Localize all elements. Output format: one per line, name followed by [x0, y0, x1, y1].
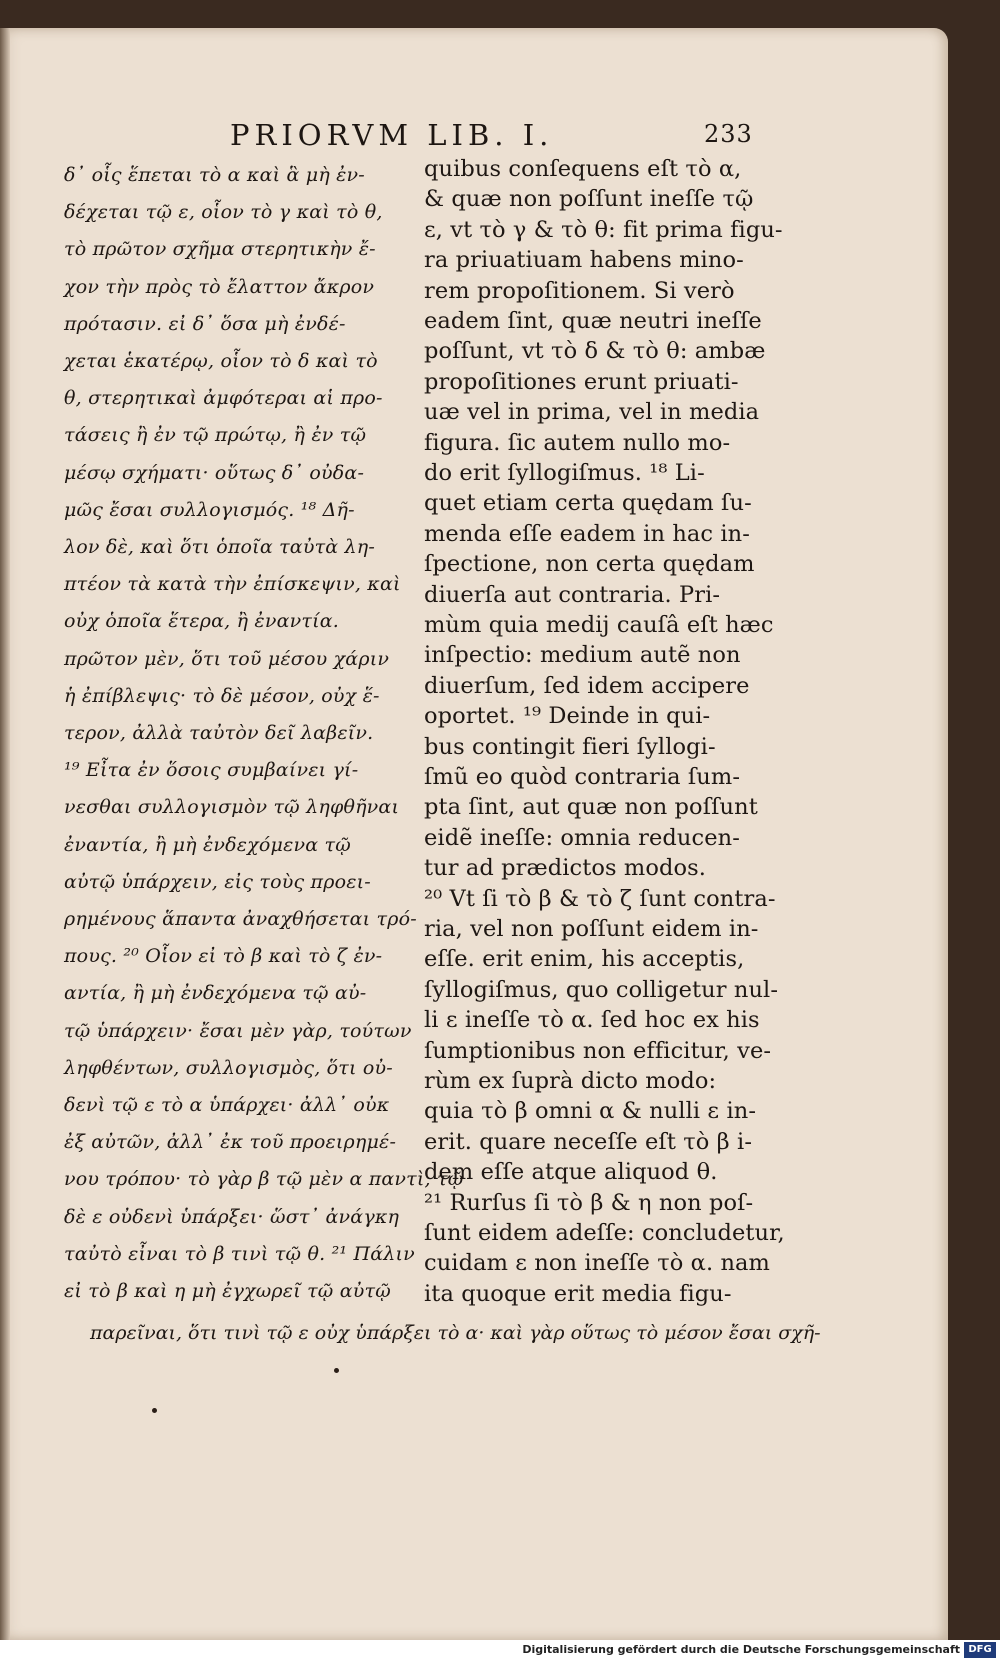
text-line: tur ad prædictos modos. [424, 855, 707, 882]
text-line: ſumptionibus non efficitur, ve- [424, 1037, 772, 1064]
dfg-logo: DFG [964, 1642, 996, 1658]
text-line: ſyllogiſmus, quo colligetur nul- [424, 976, 779, 1003]
text-line: πτέον τὰ κατὰ τὴν ἐπίσκεψιν, καὶ [64, 573, 401, 596]
text-line: quia τὸ β omni α & nulli ε in- [424, 1098, 757, 1125]
text-line: πρῶτον μὲν, ὅτι τοῦ μέσου χάριν [64, 647, 390, 670]
text-line: μῶς ἔσαι συλλογισμός. ¹⁸ Δῆ- [64, 498, 355, 521]
text-line: ταὐτὸ εἶναι τὸ β τινὶ τῷ θ. ²¹ Πάλιν [64, 1242, 415, 1265]
text-line: mùm quia medij cauſâ eſt hæc [424, 612, 774, 638]
text-line: diuerſum, ſed idem accipere [424, 672, 750, 699]
page-gutter-shadow [0, 28, 10, 1640]
text-line: μέσῳ σχήματι· οὕτως δ᾽ οὐδα- [64, 461, 365, 484]
text-line: ſmũ eo quòd contraria ſum- [424, 764, 741, 790]
text-line: λον δὲ, καὶ ὅτι ὁποῖα ταὐτὰ λη- [64, 536, 376, 558]
footer-credit: Digitalisierung gefördert durch die Deutsche Forschungsgemeinschaft [522, 1643, 960, 1656]
text-line: νου τρόπου· τὸ γὰρ β τῷ μὲν α παντὶ, τῷ [64, 1168, 464, 1191]
text-line: δ᾽ οἷς ἕπεται τὸ α καὶ ἃ μὴ ἐν- [64, 164, 365, 186]
text-line: propoſitiones erunt priuati- [424, 368, 739, 395]
running-head [0, 118, 948, 152]
text-line: ληφθέντων, συλλογισμὸς, ὅτι οὐ- [64, 1056, 393, 1079]
text-line: χεται ἑκατέρῳ, οἷον τὸ δ καὶ τὸ [64, 350, 378, 372]
text-line: θ, στερητικαὶ ἀμφότεραι αἱ προ- [64, 387, 383, 410]
text-line: ἐξ αὐτῶν, ἀλλ᾽ ἐκ τοῦ προειρημέ- [64, 1131, 397, 1154]
text-line: ²⁰ Vt ſi τὸ β & τὸ ζ ſunt contra- [424, 885, 776, 912]
text-line: ita quoque erit media figu- [424, 1280, 732, 1307]
text-line: menda eſſe eadem in hac in- [424, 520, 750, 547]
text-line: & quæ non poſſunt ineſſe τῷ [424, 186, 754, 213]
text-line: τῷ ὑπάρχειν· ἔσαι μὲν γὰρ, τούτων [64, 1019, 412, 1042]
text-line: cuidam ε non ineſſe τὸ α. nam [424, 1250, 770, 1277]
text-line: eſſe. erit enim, his acceptis, [424, 946, 745, 973]
text-line: do erit ſyllogiſmus. ¹⁸ Li- [424, 460, 705, 486]
text-line: ſunt eidem adeſſe: concludetur, [424, 1220, 785, 1246]
text-line: αὐτῷ ὑπάρχειν, εἰς τοὺς προει- [64, 870, 371, 893]
text-line: poſſunt, vt τὸ δ & τὸ θ: ambæ [424, 338, 766, 365]
text-line: πρότασιν. εἰ δ᾽ ὅσα μὴ ἐνδέ- [64, 312, 346, 335]
greek-catchline: παρεῖναι, ὅτι τινὶ τῷ ε οὐχ ὑπάρξει τὸ α· καὶ γὰρ οὕτως τὸ μέσον ἔσαι σχῆ- [90, 1322, 821, 1344]
text-line: δέχεται τῷ ε, οἷον τὸ γ καὶ τὸ θ, [64, 201, 383, 224]
text-line: uæ vel in prima, vel in media [424, 399, 760, 426]
text-line: ε, vt τὸ γ & τὸ θ: fit prima figu- [424, 216, 783, 243]
text-line: ra priuatiuam habens mino- [424, 247, 744, 274]
text-line: νεσθαι συλλογισμὸν τῷ ληφθῆναι [64, 796, 400, 819]
running-head-title: PRIORVM LIB. I. [230, 118, 554, 152]
text-line: ¹⁹ Εἶτα ἐν ὅσοις συμβαίνει γί- [64, 759, 359, 782]
text-line: inſpectio: medium autẽ non [424, 642, 741, 669]
text-line: οὐχ ὁποῖα ἕτερα, ἢ ἐναντία. [64, 610, 339, 633]
text-line: eidẽ ineſſe: omnia reducen- [424, 824, 740, 851]
text-line: pta ſint, aut quæ non poſſunt [424, 794, 758, 821]
text-line: li ε ineſſe τὸ α. ſed hoc ex his [424, 1007, 760, 1034]
ink-speck [334, 1368, 339, 1373]
text-line: τὸ πρῶτον σχῆμα στερητικὴν ἔ- [64, 238, 376, 261]
ink-speck [152, 1408, 157, 1413]
text-line: rùm ex ſuprà dicto modo: [424, 1068, 717, 1094]
text-line: quibus conſequens eſt τὸ α, [424, 156, 742, 182]
text-line: πους. ²⁰ Οἷον εἰ τὸ β καὶ τὸ ζ ἐν- [64, 945, 383, 968]
text-line: ria, vel non poſſunt eidem in- [424, 916, 759, 942]
text-line: erit. quare neceſſe eſt τὸ β i- [424, 1128, 753, 1155]
text-line: ²¹ Rurſus ſi τὸ β & η non poſ- [424, 1189, 754, 1216]
page-number: 233 [704, 120, 753, 148]
text-line: χον τὴν πρὸς τὸ ἔλαττον ἄκρον [64, 275, 375, 298]
text-line: ſpectione, non certa quędam [424, 551, 755, 578]
text-line: δενὶ τῷ ε τὸ α ὑπάρχει· ἀλλ᾽ οὐκ [64, 1094, 390, 1116]
text-line: bus contingit fieri ſyllogi- [424, 733, 716, 760]
text-line: τερον, ἀλλὰ ταὐτὸν δεῖ λαβεῖν. [64, 722, 374, 744]
text-line: figura. ſic autem nullo mo- [424, 429, 731, 456]
text-line: eadem ſint, quæ neutri ineſſe [424, 308, 762, 334]
text-line: oportet. ¹⁹ Deinde in qui- [424, 703, 711, 730]
text-line: τάσεις ἢ ἐν τῷ πρώτῳ, ἢ ἐν τῷ [64, 424, 367, 447]
text-line: quet etiam certa quędam ſu- [424, 490, 752, 517]
text-line: dem eſſe atque aliquod θ. [424, 1159, 718, 1186]
text-line: ἐναντία, ἢ μὴ ἐνδεχόμενα τῷ [64, 833, 351, 856]
text-line: εἰ τὸ β καὶ η μὴ ἐγχωρεῖ τῷ αὐτῷ [64, 1280, 391, 1302]
text-line: diuerſa aut contraria. Pri- [424, 581, 721, 608]
text-line: rem propoſitionem. Si verò [424, 277, 735, 304]
text-line: ρημένους ἅπαντα ἀναχθήσεται τρό- [64, 908, 417, 930]
text-line: ἡ ἐπίβλεψις· τὸ δὲ μέσον, οὐχ ἕ- [64, 684, 380, 707]
text-line: αντία, ἢ μὴ ἐνδεχόμενα τῷ αὐ- [64, 982, 367, 1005]
text-line: δὲ ε οὐδενὶ ὑπάρξει· ὥστ᾽ ἀνάγκη [64, 1205, 400, 1228]
footer-bar [0, 1640, 1000, 1662]
